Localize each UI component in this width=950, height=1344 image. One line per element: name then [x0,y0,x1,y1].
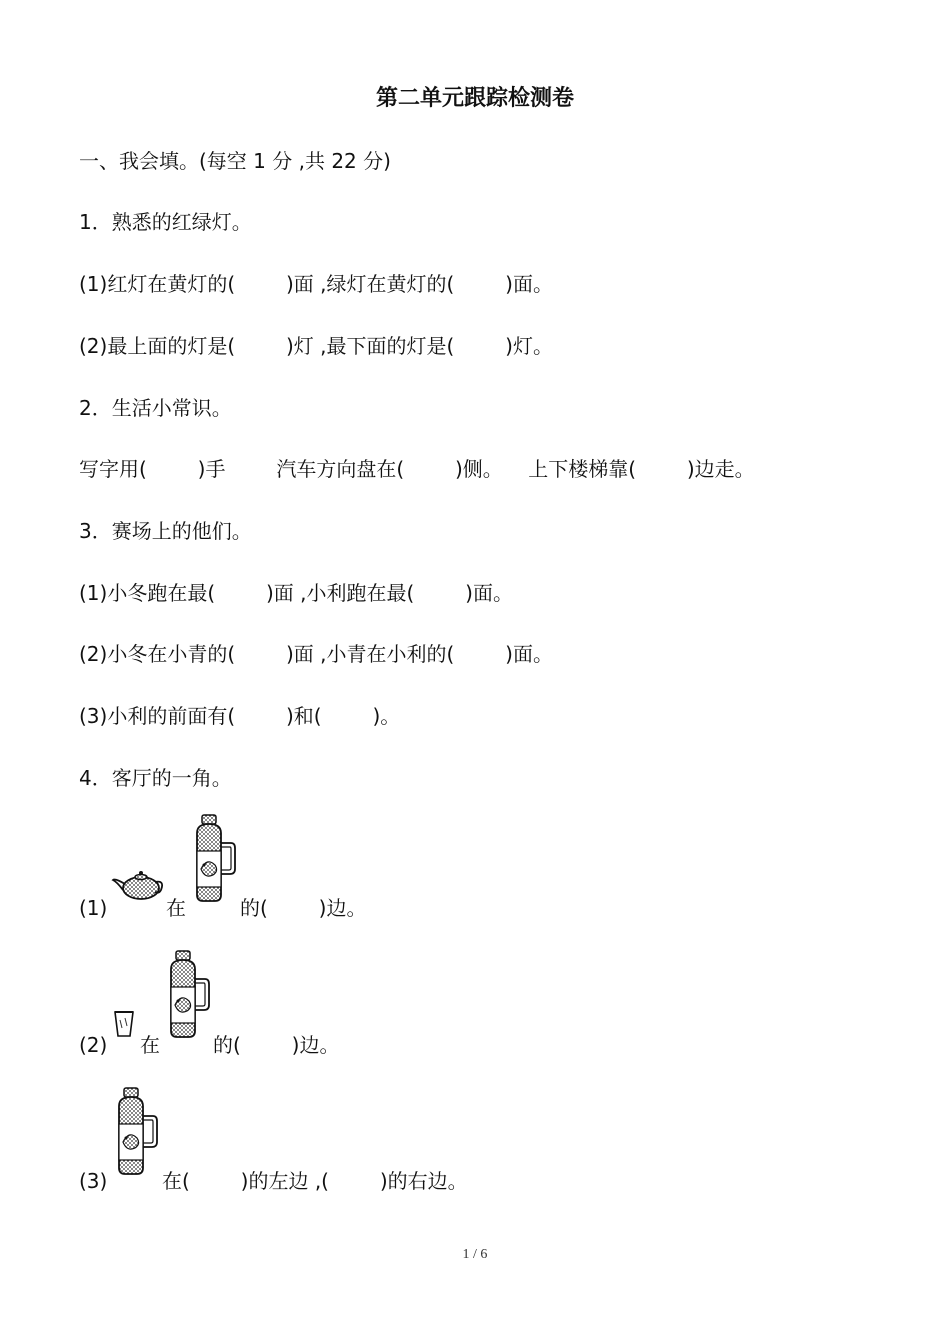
thermos-icon [165,949,211,1039]
question-4-item-3-number: (3) [79,1169,108,1193]
cup-icon [113,1010,135,1038]
page-title: 第二单元跟踪检测卷 [375,86,574,111]
question-4-item-2-end: 的( )边。 [213,1033,340,1057]
question-3-item-3: (3)小利的前面有( )和( )。 [79,704,401,728]
question-1-item-2: (2)最上面的灯是( )灯 ,最下面的灯是( )灯。 [79,334,553,358]
question-4-heading: 4．客厅的一角。 [79,766,232,790]
question-4-item-2-number: (2) [79,1033,108,1057]
question-3-item-2: (2)小冬在小青的( )面 ,小青在小利的( )面。 [79,642,553,666]
page-number: 1 / 6 [462,1247,488,1262]
question-2-heading: 2．生活小常识。 [79,396,232,420]
thermos-icon [191,813,237,903]
question-1-item-1: (1)红灯在黄灯的( )面 ,绿灯在黄灯的( )面。 [79,272,553,296]
question-3-item-1: (1)小冬跑在最( )面 ,小利跑在最( )面。 [79,581,513,605]
question-4-item-1-number: (1) [79,896,108,920]
question-4-item-1-mid: 在 [166,896,186,920]
question-4-item-3-end: 在( )的左边 ,( )的右边。 [162,1169,468,1193]
teapot-icon [111,866,165,902]
question-1-heading: 1．熟悉的红绿灯。 [79,210,252,234]
question-4-item-1-end: 的( )边。 [240,896,367,920]
question-2-line: 写字用( )手 汽车方向盘在( )侧。 上下楼梯靠( )边走。 [79,457,755,481]
thermos-icon [113,1086,159,1176]
question-3-heading: 3．赛场上的他们。 [79,519,252,543]
question-4-item-2-mid: 在 [140,1033,160,1057]
section-heading: 一、我会填。(每空 1 分 ,共 22 分) [79,149,391,173]
